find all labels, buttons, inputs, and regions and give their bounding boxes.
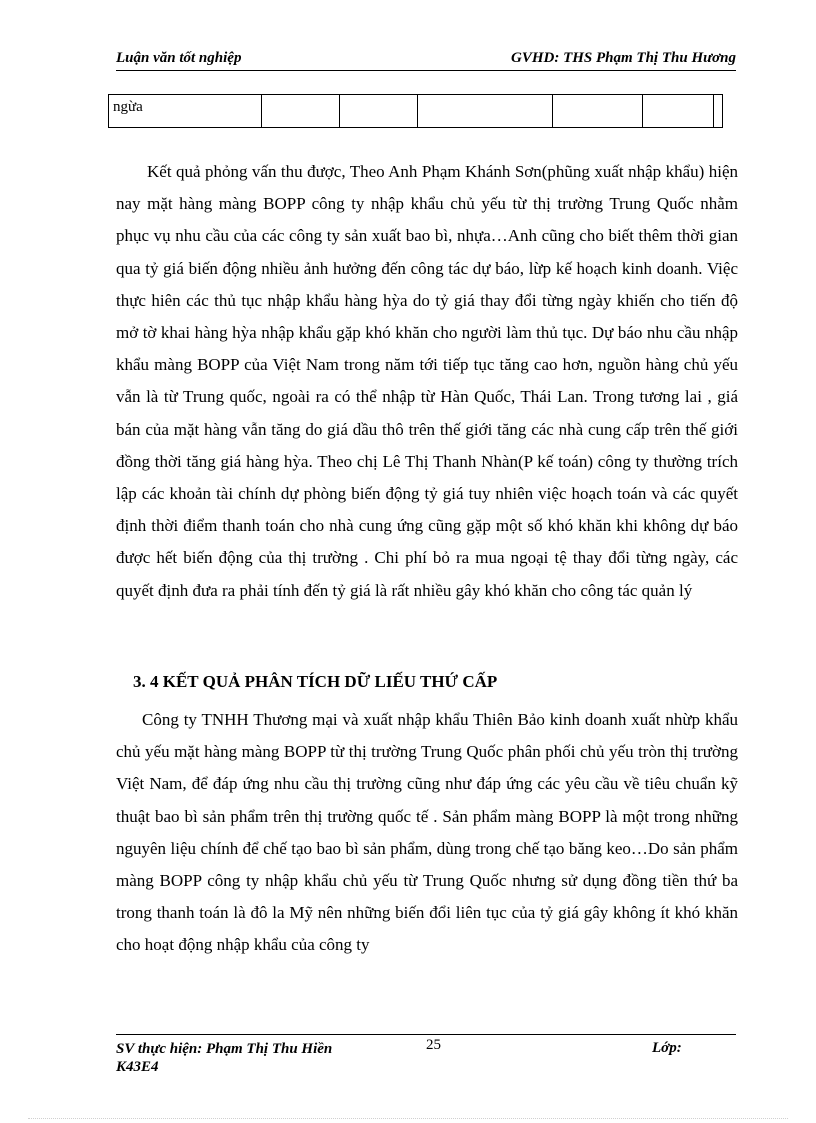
page-header [116,48,736,71]
table-cell [261,95,339,128]
table-row [109,95,723,128]
footer-student [116,1040,332,1076]
header-thesis-label: Luận văn tốt nghiệp [116,50,242,66]
table-cell [642,95,713,128]
table-cell [552,95,642,128]
footer-student-class: K43E4 [116,1059,159,1075]
page-edge-divider [28,1118,788,1119]
secondary-data-paragraph: Công ty TNHH Thương mại và xuất nhập khẩu Thiên Bảo kinh doanh xuất nhừp khẩu chủ yếu mặt hàng màng BOPP từ thị trường Trung Quốc phân phối chủ yếu tròn thị trường Việt Nam, để đáp ứng nhu cầu thị trường cũng như đáp ứng các yêu cầu về tiêu chuẩn kỹ thuật bao bì sản phẩm trên thị trường quốc tế . Sản phẩm màng BOPP là một trong những nguyên liệu chính để chế tạo bao bì sản phẩm, dùng trong chế tạo băng keo…Do sản phẩm màng BOPP công ty nhập khẩu chủ yếu từ Trung Quốc nhưng sử dụng đồng tiền thứ ba trong thanh toán là đô la Mỹ nên những biến đổi liên tục của tỷ giá gây không ít khó khăn cho hoạt động nhập khẩu của công ty [116,710,738,955]
table-cell: ngừa [109,95,262,128]
table-cell [418,95,553,128]
section-heading: 3. 4 KẾT QUẢ PHÂN TÍCH DỮ LIẾU THỨ CẤP [133,672,498,691]
table-cell [714,95,723,128]
interview-paragraph: Kết quả phỏng vấn thu được, Theo Anh Phạm Khánh Sơn(phũng xuất nhập khẩu) hiện nay mặt hàng màng BOPP công ty nhập khẩu chủ yếu từ thị trường Trung Quốc nhằm phục vụ nhu cầu của các công ty sản xuất bao bì, nhựa…Anh cũng cho biết thêm thời gian qua tỷ giá biến động nhiều ảnh hưởng đến công tác dự báo, lừp kế hoạch kinh doanh. Việc thực hiên các thủ tục nhập khẩu hàng hỳa do tỷ giá thay đổi từng ngày khiến cho tiến độ mở tờ khai hàng hỳa nhập khẩu gặp khó khăn cho người làm thủ tục. Dự báo nhu cầu nhập khẩu màng BOPP của Việt Nam trong năm tới tiếp tục tăng cao hơn, nguồn hàng chủ yếu vẫn là từ Trung quốc, ngoài ra có thể nhập từ Hàn Quốc, Thái Lan. Trong tương lai , giá bán của mặt hàng vẫn tăng do giá dầu thô trên thế giới tăng các nhà cung cấp trên thế giới đồng thời tăng giá hàng hỳa. Theo chị Lê Thị Thanh Nhàn(P kế toán) công ty thường trích lập các khoản tài chính dự phòng biến động tỷ giá tuy nhiên việc hoạch toán và các quyết định thời điểm thanh toán cho nhà cung ứng cũng gặp một số khó khăn khi không dự báo được hết biến động của thị trường . Chi phí bỏ ra mua ngoại tệ thay đổi từng ngày, các quyết định đưa ra phải tính đến tỷ giá là rất nhiều gây khó khăn cho công tác quản lý [116,162,738,600]
table-fragment [108,94,723,128]
table-cell [339,95,417,128]
page-number: 25 [426,1037,441,1053]
footer-student-name: SV thực hiện: Phạm Thị Thu Hiền [116,1041,333,1057]
footer-divider [116,1034,736,1035]
footer-class-label: Lớp: [652,1040,682,1056]
header-advisor-label: GVHD: THS Phạm Thị Thu Hương [511,50,736,66]
